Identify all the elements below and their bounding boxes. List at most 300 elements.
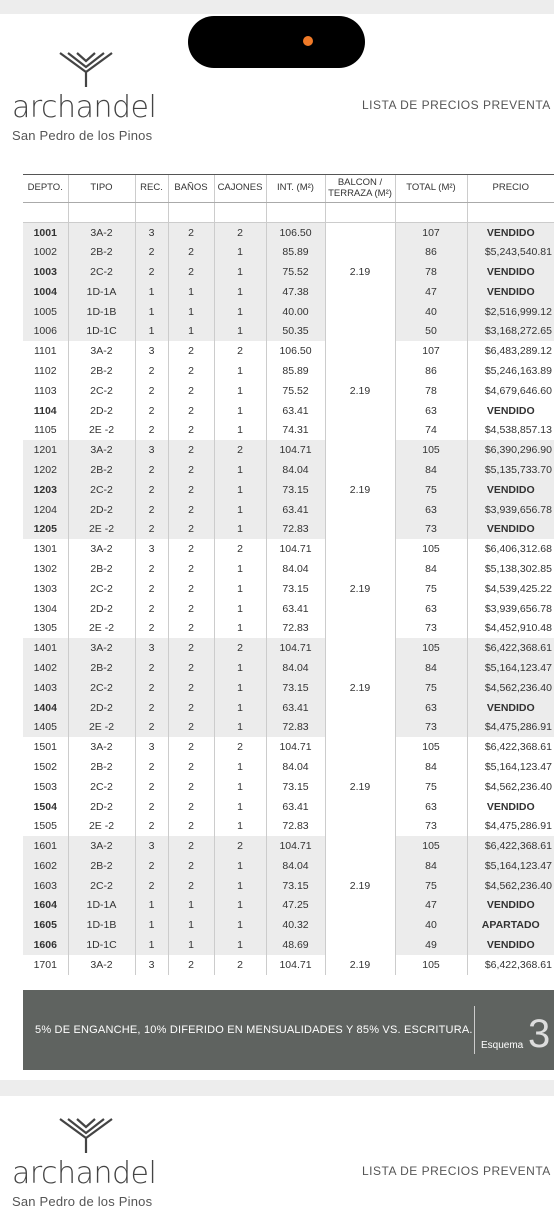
interior-area-cell: 63.41 bbox=[266, 797, 325, 817]
balcony-cell bbox=[325, 638, 395, 658]
type-cell: 2E -2 bbox=[68, 816, 135, 836]
price-cell: VENDIDO bbox=[467, 223, 554, 243]
type-cell: 2E -2 bbox=[68, 420, 135, 440]
camera-notch bbox=[188, 16, 365, 68]
bedrooms-cell: 2 bbox=[135, 500, 168, 520]
interior-area-cell: 75.52 bbox=[266, 381, 325, 401]
interior-area-cell: 84.04 bbox=[266, 757, 325, 777]
parking-cell: 1 bbox=[214, 559, 266, 579]
interior-area-cell: 104.71 bbox=[266, 836, 325, 856]
balcony-cell bbox=[325, 698, 395, 718]
bathrooms-cell: 2 bbox=[168, 856, 214, 876]
table-row bbox=[23, 777, 554, 797]
bathrooms-cell: 2 bbox=[168, 519, 214, 539]
unit-cell: 1604 bbox=[23, 896, 68, 916]
total-area-cell: 75 bbox=[395, 480, 467, 500]
table-row bbox=[23, 539, 554, 559]
bedrooms-cell: 2 bbox=[135, 460, 168, 480]
interior-area-cell: 104.71 bbox=[266, 539, 325, 559]
bathrooms-cell: 1 bbox=[168, 302, 214, 322]
table-row bbox=[23, 935, 554, 955]
price-cell: VENDIDO bbox=[467, 519, 554, 539]
parking-cell: 1 bbox=[214, 500, 266, 520]
interior-area-cell: 63.41 bbox=[266, 698, 325, 718]
bedrooms-cell: 2 bbox=[135, 658, 168, 678]
total-area-cell: 105 bbox=[395, 836, 467, 856]
bathrooms-cell: 1 bbox=[168, 282, 214, 302]
price-cell: VENDIDO bbox=[467, 935, 554, 955]
table-spacer-row bbox=[23, 203, 554, 223]
table-row bbox=[23, 698, 554, 718]
bedrooms-cell: 3 bbox=[135, 836, 168, 856]
table-row bbox=[23, 242, 554, 262]
parking-cell: 1 bbox=[214, 460, 266, 480]
type-cell: 1D-1B bbox=[68, 915, 135, 935]
bedrooms-cell: 3 bbox=[135, 737, 168, 757]
balcony-cell: 2.19 bbox=[325, 955, 395, 975]
unit-cell: 1402 bbox=[23, 658, 68, 678]
balcony-cell bbox=[325, 935, 395, 955]
parking-cell: 1 bbox=[214, 262, 266, 282]
total-area-cell: 107 bbox=[395, 223, 467, 243]
type-cell: 2C-2 bbox=[68, 480, 135, 500]
price-list-page[interactable] bbox=[0, 14, 554, 1080]
price-cell: $5,243,540.81 bbox=[467, 242, 554, 262]
unit-cell: 1304 bbox=[33, 602, 57, 615]
parking-cell: 1 bbox=[214, 618, 266, 638]
type-cell: 2C-2 bbox=[68, 262, 135, 282]
interior-area-cell: 104.71 bbox=[266, 737, 325, 757]
price-cell: $6,483,289.12 bbox=[467, 341, 554, 361]
bathrooms-cell: 1 bbox=[168, 321, 214, 341]
bedrooms-cell: 1 bbox=[135, 302, 168, 322]
table-row bbox=[23, 480, 554, 500]
price-cell: $6,422,368.61 bbox=[467, 638, 554, 658]
price-cell: $5,135,733.70 bbox=[467, 460, 554, 480]
brand-subtitle: San Pedro de los Pinos bbox=[12, 1194, 153, 1209]
parking-cell: 2 bbox=[214, 440, 266, 460]
type-cell: 1D-1A bbox=[68, 282, 135, 302]
parking-cell: 1 bbox=[214, 896, 266, 916]
table-row bbox=[23, 678, 554, 698]
price-cell: $6,422,368.61 bbox=[467, 836, 554, 856]
table-row bbox=[23, 876, 554, 896]
table-row bbox=[23, 915, 554, 935]
balcony-cell bbox=[325, 717, 395, 737]
type-cell: 1D-1C bbox=[68, 935, 135, 955]
type-cell: 1D-1C bbox=[68, 321, 135, 341]
bedrooms-cell: 2 bbox=[135, 856, 168, 876]
bathrooms-cell: 1 bbox=[168, 915, 214, 935]
price-cell: VENDIDO bbox=[467, 282, 554, 302]
interior-area-cell: 63.41 bbox=[266, 599, 325, 619]
balcony-cell bbox=[325, 559, 395, 579]
parking-cell: 1 bbox=[214, 519, 266, 539]
parking-cell: 1 bbox=[214, 401, 266, 421]
balcony-cell bbox=[325, 321, 395, 341]
parking-cell: 1 bbox=[214, 480, 266, 500]
interior-area-cell: 72.83 bbox=[266, 816, 325, 836]
balcony-cell bbox=[325, 539, 395, 559]
parking-cell: 1 bbox=[214, 797, 266, 817]
total-area-cell: 75 bbox=[395, 876, 467, 896]
total-area-cell: 73 bbox=[395, 717, 467, 737]
interior-area-cell: 40.32 bbox=[266, 915, 325, 935]
bathrooms-cell: 2 bbox=[168, 638, 214, 658]
interior-area-cell: 73.15 bbox=[266, 678, 325, 698]
price-cell: VENDIDO bbox=[467, 262, 554, 282]
total-area-cell: 105 bbox=[395, 440, 467, 460]
archandel-mark-icon bbox=[57, 50, 115, 88]
price-cell: $4,562,236.40 bbox=[467, 777, 554, 797]
unit-cell: 1004 bbox=[23, 282, 68, 302]
bedrooms-cell: 2 bbox=[135, 599, 168, 619]
interior-area-cell: 72.83 bbox=[266, 618, 325, 638]
unit-cell: 1405 bbox=[23, 717, 68, 737]
bathrooms-cell: 2 bbox=[168, 816, 214, 836]
balcony-cell bbox=[325, 223, 395, 243]
unit-cell: 1003 bbox=[23, 262, 68, 282]
unit-cell: 1203 bbox=[23, 480, 68, 500]
parking-cell: 1 bbox=[214, 321, 266, 341]
interior-area-cell: 106.50 bbox=[266, 223, 325, 243]
total-area-cell: 78 bbox=[395, 262, 467, 282]
unit-cell: 1606 bbox=[23, 935, 68, 955]
table-row bbox=[23, 361, 554, 381]
unit-cell: 1501 bbox=[33, 741, 57, 754]
table-row bbox=[23, 658, 554, 678]
parking-cell: 1 bbox=[214, 420, 266, 440]
column-header: BALCON / TERRAZA (M²) bbox=[325, 175, 395, 203]
total-area-cell: 40 bbox=[395, 915, 467, 935]
type-cell: 1D-1B bbox=[68, 302, 135, 322]
unit-cell: 1503 bbox=[33, 780, 57, 793]
bedrooms-cell: 3 bbox=[135, 440, 168, 460]
payment-scheme-footer bbox=[23, 990, 554, 1070]
unit-cell: 1105 bbox=[33, 424, 57, 437]
total-area-cell: 84 bbox=[395, 559, 467, 579]
interior-area-cell: 73.15 bbox=[266, 480, 325, 500]
table-row bbox=[23, 836, 554, 856]
table-row bbox=[23, 500, 554, 520]
bedrooms-cell: 2 bbox=[135, 797, 168, 817]
table-row bbox=[23, 638, 554, 658]
price-cell: $4,679,646.60 bbox=[467, 381, 554, 401]
price-list-page-2[interactable] bbox=[0, 1096, 554, 1216]
balcony-cell bbox=[325, 915, 395, 935]
bedrooms-cell: 2 bbox=[135, 876, 168, 896]
bathrooms-cell: 2 bbox=[168, 539, 214, 559]
parking-cell: 2 bbox=[214, 223, 266, 243]
unit-cell: 1205 bbox=[23, 519, 68, 539]
footer-divider bbox=[474, 1006, 475, 1054]
type-cell: 2D-2 bbox=[68, 500, 135, 520]
balcony-cell bbox=[325, 302, 395, 322]
bedrooms-cell: 2 bbox=[135, 678, 168, 698]
type-cell: 2B-2 bbox=[68, 361, 135, 381]
interior-area-cell: 104.71 bbox=[266, 440, 325, 460]
parking-cell: 2 bbox=[214, 955, 266, 975]
price-cell: $3,168,272.65 bbox=[467, 321, 554, 341]
bedrooms-cell: 3 bbox=[135, 539, 168, 559]
table-row bbox=[23, 223, 554, 243]
balcony-cell bbox=[325, 856, 395, 876]
balcony-cell bbox=[325, 242, 395, 262]
payment-terms: 5% DE ENGANCHE, 10% DIFERIDO EN MENSUALIDADES Y 85% VS. ESCRITURA. bbox=[35, 1024, 473, 1036]
bathrooms-cell: 2 bbox=[168, 559, 214, 579]
balcony-cell bbox=[325, 896, 395, 916]
column-header: CAJONES bbox=[214, 175, 266, 203]
interior-area-cell: 84.04 bbox=[266, 460, 325, 480]
total-area-cell: 86 bbox=[395, 242, 467, 262]
bedrooms-cell: 3 bbox=[135, 955, 168, 975]
archandel-mark-icon bbox=[57, 1116, 115, 1154]
unit-cell: 1305 bbox=[33, 622, 57, 635]
balcony-cell bbox=[325, 282, 395, 302]
interior-area-cell: 106.50 bbox=[266, 341, 325, 361]
bedrooms-cell: 2 bbox=[135, 361, 168, 381]
column-header: PRECIO bbox=[467, 175, 554, 203]
unit-cell: 1102 bbox=[33, 364, 57, 377]
unit-cell: 1204 bbox=[23, 500, 68, 520]
price-cell: $4,475,286.91 bbox=[467, 717, 554, 737]
unit-cell: 1401 bbox=[23, 638, 68, 658]
interior-area-cell: 72.83 bbox=[266, 717, 325, 737]
bedrooms-cell: 2 bbox=[135, 242, 168, 262]
total-area-cell: 75 bbox=[395, 579, 467, 599]
parking-cell: 1 bbox=[214, 678, 266, 698]
bathrooms-cell: 2 bbox=[168, 401, 214, 421]
balcony-cell bbox=[325, 816, 395, 836]
table-row bbox=[23, 955, 554, 975]
total-area-cell: 73 bbox=[395, 618, 467, 638]
unit-cell: 1303 bbox=[33, 582, 57, 595]
interior-area-cell: 85.89 bbox=[266, 242, 325, 262]
price-cell: $5,246,163.89 bbox=[467, 361, 554, 381]
price-cell: VENDIDO bbox=[467, 896, 554, 916]
document-title: LISTA DE PRECIOS PREVENTA bbox=[362, 1164, 551, 1178]
type-cell: 2B-2 bbox=[68, 658, 135, 678]
bedrooms-cell: 2 bbox=[135, 579, 168, 599]
type-cell: 2C-2 bbox=[68, 381, 135, 401]
brand-name: archandel bbox=[12, 1156, 157, 1191]
parking-cell: 1 bbox=[214, 816, 266, 836]
price-cell: $2,516,999.12 bbox=[467, 302, 554, 322]
interior-area-cell: 63.41 bbox=[266, 500, 325, 520]
balcony-cell: 2.19 bbox=[325, 579, 395, 599]
bathrooms-cell: 2 bbox=[168, 658, 214, 678]
total-area-cell: 63 bbox=[395, 401, 467, 421]
interior-area-cell: 48.69 bbox=[266, 935, 325, 955]
price-cell: $5,164,123.47 bbox=[467, 856, 554, 876]
table-row bbox=[23, 717, 554, 737]
type-cell: 2B-2 bbox=[68, 856, 135, 876]
price-cell: $4,562,236.40 bbox=[467, 876, 554, 896]
bathrooms-cell: 2 bbox=[168, 836, 214, 856]
bedrooms-cell: 3 bbox=[135, 223, 168, 243]
total-area-cell: 107 bbox=[395, 341, 467, 361]
bedrooms-cell: 2 bbox=[135, 717, 168, 737]
total-area-cell: 105 bbox=[395, 737, 467, 757]
total-area-cell: 75 bbox=[395, 777, 467, 797]
bathrooms-cell: 2 bbox=[168, 717, 214, 737]
bedrooms-cell: 2 bbox=[135, 420, 168, 440]
total-area-cell: 86 bbox=[395, 361, 467, 381]
balcony-cell: 2.19 bbox=[325, 480, 395, 500]
table-row bbox=[23, 401, 554, 421]
parking-cell: 1 bbox=[214, 579, 266, 599]
total-area-cell: 105 bbox=[395, 539, 467, 559]
table-row bbox=[23, 816, 554, 836]
unit-cell: 1002 bbox=[23, 242, 68, 262]
total-area-cell: 47 bbox=[395, 896, 467, 916]
balcony-cell: 2.19 bbox=[325, 381, 395, 401]
balcony-cell bbox=[325, 361, 395, 381]
bedrooms-cell: 2 bbox=[135, 816, 168, 836]
table-row bbox=[23, 420, 554, 440]
column-header: TIPO bbox=[68, 175, 135, 203]
total-area-cell: 73 bbox=[395, 519, 467, 539]
total-area-cell: 84 bbox=[395, 757, 467, 777]
balcony-cell bbox=[325, 836, 395, 856]
table-row bbox=[23, 599, 554, 619]
bedrooms-cell: 2 bbox=[135, 559, 168, 579]
total-area-cell: 105 bbox=[395, 638, 467, 658]
total-area-cell: 78 bbox=[395, 381, 467, 401]
table-row bbox=[23, 262, 554, 282]
interior-area-cell: 84.04 bbox=[266, 856, 325, 876]
bedrooms-cell: 2 bbox=[135, 381, 168, 401]
type-cell: 3A-2 bbox=[68, 539, 135, 559]
unit-cell: 1502 bbox=[33, 760, 57, 773]
unit-cell: 1404 bbox=[23, 698, 68, 718]
parking-cell: 1 bbox=[214, 717, 266, 737]
table-row bbox=[23, 737, 554, 757]
unit-cell: 1302 bbox=[33, 562, 57, 575]
table-row bbox=[23, 341, 554, 361]
total-area-cell: 74 bbox=[395, 420, 467, 440]
scheme-number: 3 bbox=[528, 1012, 551, 1056]
total-area-cell: 84 bbox=[395, 658, 467, 678]
bathrooms-cell: 2 bbox=[168, 698, 214, 718]
parking-cell: 1 bbox=[214, 381, 266, 401]
parking-cell: 1 bbox=[214, 915, 266, 935]
total-area-cell: 75 bbox=[395, 678, 467, 698]
bathrooms-cell: 2 bbox=[168, 678, 214, 698]
balcony-cell bbox=[325, 599, 395, 619]
balcony-cell bbox=[325, 757, 395, 777]
column-header: REC. bbox=[135, 175, 168, 203]
interior-area-cell: 63.41 bbox=[266, 401, 325, 421]
table-row bbox=[23, 618, 554, 638]
interior-area-cell: 84.04 bbox=[266, 658, 325, 678]
total-area-cell: 105 bbox=[395, 955, 467, 975]
balcony-cell: 2.19 bbox=[325, 777, 395, 797]
interior-area-cell: 47.25 bbox=[266, 896, 325, 916]
price-cell: VENDIDO bbox=[467, 797, 554, 817]
type-cell: 2D-2 bbox=[68, 599, 135, 619]
bedrooms-cell: 2 bbox=[135, 777, 168, 797]
price-cell: $6,390,296.90 bbox=[467, 440, 554, 460]
unit-cell: 1001 bbox=[23, 223, 68, 243]
interior-area-cell: 47.38 bbox=[266, 282, 325, 302]
unit-cell: 1005 bbox=[23, 302, 68, 322]
type-cell: 2C-2 bbox=[68, 777, 135, 797]
bathrooms-cell: 1 bbox=[168, 896, 214, 916]
parking-cell: 1 bbox=[214, 757, 266, 777]
table-row bbox=[23, 321, 554, 341]
type-cell: 2C-2 bbox=[68, 876, 135, 896]
parking-cell: 1 bbox=[214, 361, 266, 381]
bedrooms-cell: 3 bbox=[135, 638, 168, 658]
table-row bbox=[23, 302, 554, 322]
unit-cell: 1104 bbox=[33, 404, 57, 417]
bedrooms-cell: 2 bbox=[135, 262, 168, 282]
bedrooms-cell: 2 bbox=[135, 618, 168, 638]
bedrooms-cell: 1 bbox=[135, 915, 168, 935]
interior-area-cell: 75.52 bbox=[266, 262, 325, 282]
table-row bbox=[23, 282, 554, 302]
type-cell: 2C-2 bbox=[68, 579, 135, 599]
balcony-cell bbox=[325, 797, 395, 817]
bathrooms-cell: 1 bbox=[168, 935, 214, 955]
column-header: DEPTO. bbox=[23, 175, 68, 203]
balcony-cell: 2.19 bbox=[325, 678, 395, 698]
table-row bbox=[23, 559, 554, 579]
type-cell: 3A-2 bbox=[68, 440, 135, 460]
type-cell: 2D-2 bbox=[68, 698, 135, 718]
type-cell: 3A-2 bbox=[68, 955, 135, 975]
parking-cell: 1 bbox=[214, 698, 266, 718]
balcony-cell: 2.19 bbox=[325, 262, 395, 282]
type-cell: 2E -2 bbox=[68, 618, 135, 638]
unit-cell: 1602 bbox=[23, 856, 68, 876]
balcony-cell bbox=[325, 737, 395, 757]
type-cell: 2B-2 bbox=[68, 460, 135, 480]
bathrooms-cell: 2 bbox=[168, 876, 214, 896]
column-header: BAÑOS bbox=[168, 175, 214, 203]
interior-area-cell: 84.04 bbox=[266, 559, 325, 579]
balcony-cell bbox=[325, 519, 395, 539]
unit-cell: 1701 bbox=[33, 958, 57, 971]
balcony-cell bbox=[325, 618, 395, 638]
table-row bbox=[23, 519, 554, 539]
parking-cell: 2 bbox=[214, 836, 266, 856]
price-cell: $4,562,236.40 bbox=[467, 678, 554, 698]
bathrooms-cell: 2 bbox=[168, 599, 214, 619]
interior-area-cell: 85.89 bbox=[266, 361, 325, 381]
balcony-cell bbox=[325, 460, 395, 480]
price-cell: $5,164,123.47 bbox=[467, 757, 554, 777]
table-row bbox=[23, 757, 554, 777]
parking-cell: 1 bbox=[214, 242, 266, 262]
type-cell: 3A-2 bbox=[68, 223, 135, 243]
bathrooms-cell: 2 bbox=[168, 480, 214, 500]
balcony-cell: 2.19 bbox=[325, 876, 395, 896]
bathrooms-cell: 2 bbox=[168, 262, 214, 282]
price-cell: $6,422,368.61 bbox=[467, 955, 554, 975]
total-area-cell: 40 bbox=[395, 302, 467, 322]
price-cell: $4,475,286.91 bbox=[467, 816, 554, 836]
bathrooms-cell: 2 bbox=[168, 341, 214, 361]
parking-cell: 2 bbox=[214, 638, 266, 658]
bathrooms-cell: 2 bbox=[168, 757, 214, 777]
type-cell: 2B-2 bbox=[68, 757, 135, 777]
unit-cell: 1103 bbox=[33, 384, 57, 397]
bedrooms-cell: 2 bbox=[135, 757, 168, 777]
table-row bbox=[23, 896, 554, 916]
balcony-cell bbox=[325, 420, 395, 440]
